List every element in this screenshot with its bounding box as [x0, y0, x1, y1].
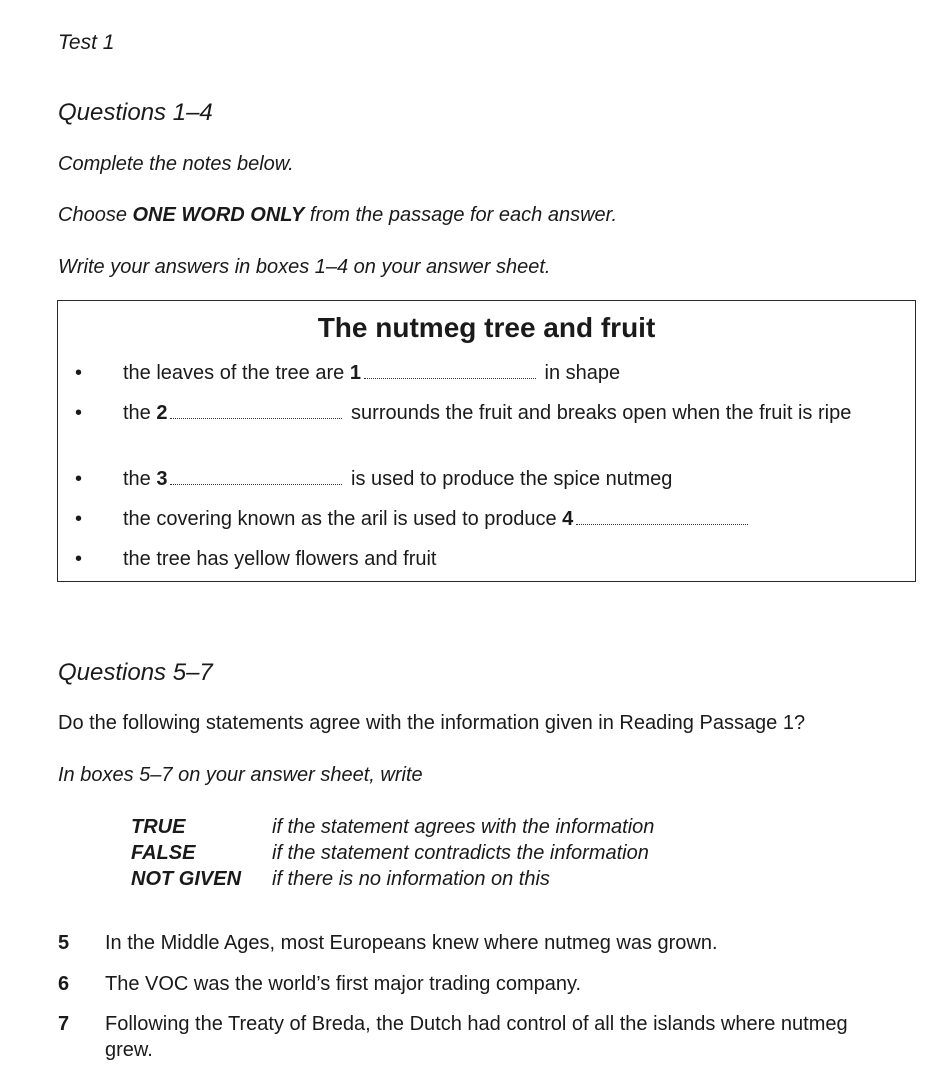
note-item-4 [123, 506, 863, 532]
bullet-icon: • [75, 402, 83, 424]
instruction-choose-post: from the passage for each answer. [304, 204, 618, 226]
instruction-complete-notes: Complete the notes below. [58, 153, 294, 175]
note-item-3 [123, 466, 863, 492]
option-desc-true: if the statement agrees with the information [272, 816, 655, 838]
gap-number: 2 [156, 402, 168, 424]
test-label: Test 1 [58, 31, 115, 54]
questions-5-7-heading: Questions 5–7 [58, 659, 213, 686]
option-key-false: FALSE [131, 842, 196, 864]
note-text: the covering known as the aril is used to produce [123, 508, 563, 530]
bullet-icon: • [75, 508, 83, 530]
answer-gap-1[interactable] [364, 364, 536, 379]
question-text-6: The VOC was the world’s first major trading company. [105, 973, 582, 995]
bullet-icon: • [75, 468, 83, 490]
answer-gap-4[interactable] [576, 510, 748, 525]
option-desc-false: if the statement contradicts the information [272, 842, 649, 864]
question-number-5: 5 [58, 932, 70, 954]
notes-title: The nutmeg tree and fruit [317, 312, 656, 343]
note-text: the [123, 402, 157, 424]
question-number-6: 6 [58, 973, 70, 995]
option-key-not-given: NOT GIVEN [131, 868, 242, 890]
note-item-1 [123, 360, 863, 386]
gap-number: 3 [156, 468, 168, 490]
instruction-write-boxes: In boxes 5–7 on your answer sheet, write [58, 764, 423, 786]
bullet-icon: • [75, 362, 83, 384]
instruction-choose-emphasis: ONE WORD ONLY [132, 204, 305, 226]
instruction-write-answers: Write your answers in boxes 1–4 on your answer sheet. [58, 256, 551, 278]
note-text: in shape [538, 362, 621, 384]
question-text-5: In the Middle Ages, most Europeans knew where nutmeg was grown. [105, 932, 718, 954]
notes-box [57, 300, 916, 582]
questions-1-4-heading: Questions 1–4 [58, 99, 213, 126]
note-item-5: the tree has yellow flowers and fruit [123, 548, 437, 570]
note-item-2 [123, 400, 853, 426]
instruction-agree-question: Do the following statements agree with the information given in Reading Passage 1? [58, 712, 806, 734]
gap-number: 4 [562, 508, 574, 530]
question-number-7: 7 [58, 1013, 70, 1035]
option-key-true: TRUE [131, 816, 186, 838]
note-text: surrounds the fruit and breaks open when the fruit is ripe [345, 402, 852, 424]
note-text: is used to produce the spice nutmeg [345, 468, 673, 490]
question-text-7: Following the Treaty of Breda, the Dutch had control of all the islands where nutmeg grew. [105, 1013, 848, 1061]
bullet-icon: • [75, 548, 83, 570]
instruction-choose-pre: Choose [58, 204, 133, 226]
note-text: the [123, 468, 157, 490]
option-desc-not-given: if there is no information on this [272, 868, 550, 890]
gap-number: 1 [349, 362, 361, 384]
answer-gap-3[interactable] [170, 470, 342, 485]
answer-gap-2[interactable] [170, 404, 342, 419]
note-text: the leaves of the tree are [123, 362, 350, 384]
instruction-choose-word [58, 204, 617, 227]
